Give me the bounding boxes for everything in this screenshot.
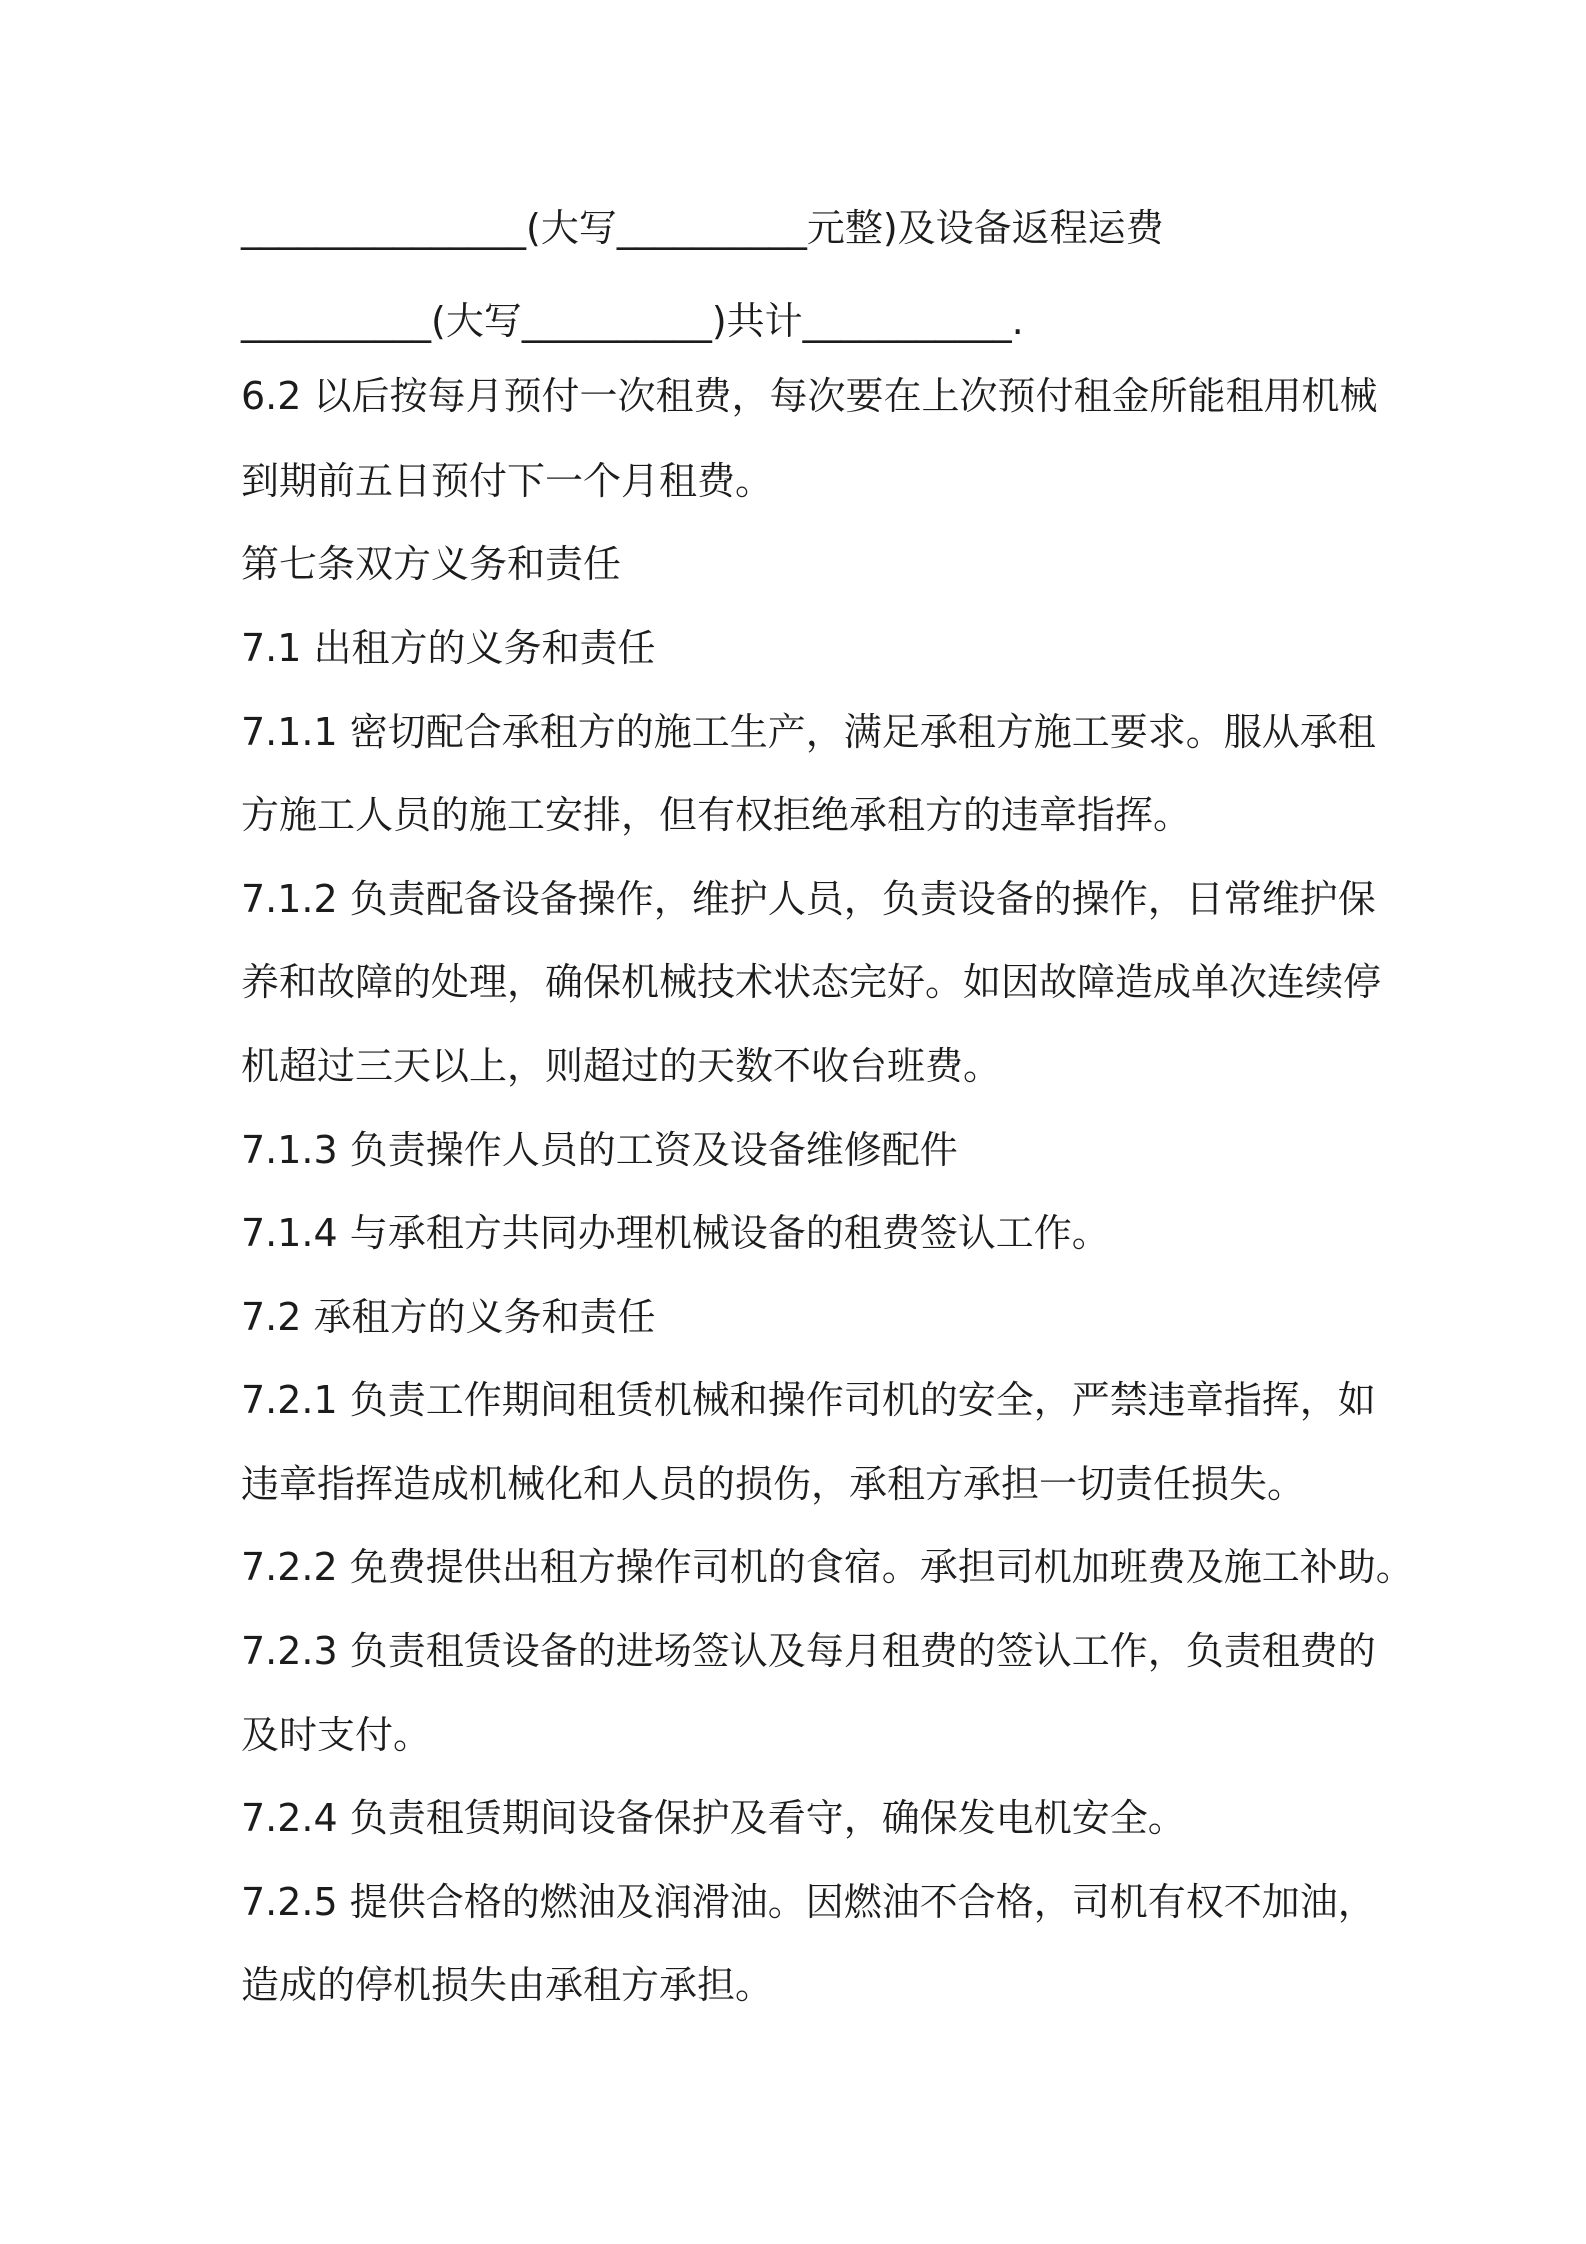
text-line-20: 7.2.4 负责租赁期间设备保护及看守，确保发电机安全。 [241, 1796, 1186, 1840]
text-line-8: 方施工人员的施工安排，但有权拒绝承租方的违章指挥。 [241, 793, 1192, 837]
text-line-11: 机超过三天以上，则超过的天数不收台班费。 [241, 1044, 1002, 1088]
text-line-6: 7.1 出租方的义务和责任 [241, 626, 656, 670]
text-line-17: 7.2.2 免费提供出租方操作司机的食宿。承担司机加班费及施工补助。 [241, 1545, 1414, 1589]
text-line-7: 7.1.1 密切配合承租方的施工生产，满足承租方施工要求。服从承租 [241, 710, 1376, 754]
text-line-18: 7.2.3 负责租赁设备的进场签认及每月租费的签认工作，负责租费的 [241, 1629, 1376, 1673]
text-line-3: 6.2 以后按每月预付一次租费，每次要在上次预付租金所能租用机械 [241, 374, 1378, 418]
text-line-1: _______________(大写__________元整)及设备返程运费 [241, 206, 1164, 250]
text-line-22: 造成的停机损失由承租方承担。 [241, 1963, 774, 2007]
text-line-4: 到期前五日预付下一个月租费。 [241, 459, 774, 503]
text-line-19: 及时支付。 [241, 1713, 432, 1757]
text-line-21: 7.2.5 提供合格的燃油及润滑油。因燃油不合格，司机有权不加油， [241, 1880, 1376, 1924]
text-line-10: 养和故障的处理，确保机械技术状态完好。如因故障造成单次连续停 [241, 960, 1382, 1004]
text-line-15: 7.2.1 负责工作期间租赁机械和操作司机的安全，严禁违章指挥，如 [241, 1378, 1376, 1422]
text-line-12: 7.1.3 负责操作人员的工资及设备维修配件 [241, 1128, 958, 1172]
text-line-2: __________(大写__________)共计___________. [241, 299, 1024, 343]
text-line-5: 第七条双方义务和责任 [241, 542, 622, 586]
text-line-14: 7.2 承租方的义务和责任 [241, 1295, 656, 1339]
text-line-9: 7.1.2 负责配备设备操作，维护人员，负责设备的操作，日常维护保 [241, 877, 1376, 921]
text-line-13: 7.1.4 与承租方共同办理机械设备的租费签认工作。 [241, 1211, 1110, 1255]
text-line-16: 违章指挥造成机械化和人员的损伤，承租方承担一切责任损失。 [241, 1462, 1306, 1506]
